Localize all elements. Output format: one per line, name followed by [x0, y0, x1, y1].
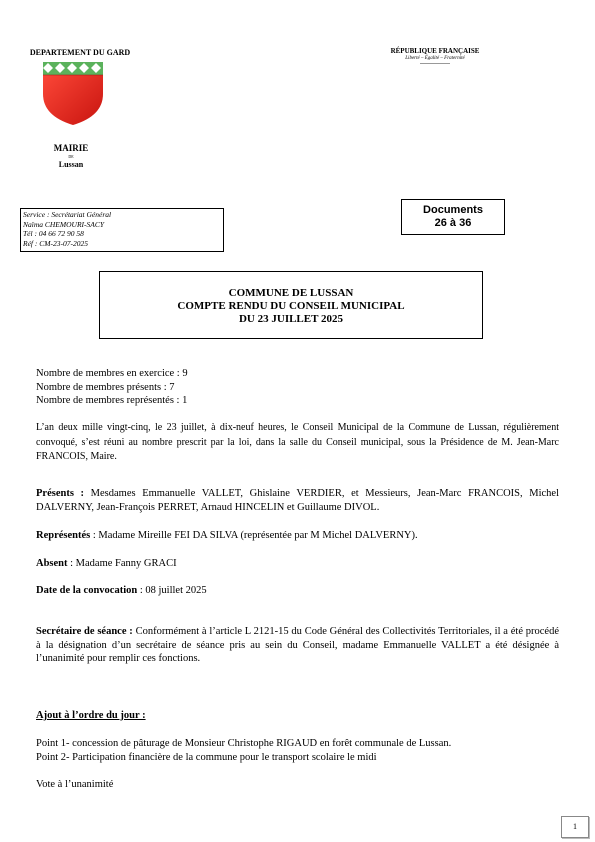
town-name: Lussan: [58, 160, 84, 169]
members-presents: Nombre de membres présents : 7: [36, 381, 175, 393]
representes-text: : Madame Mireille FEI DA SILVA (représentée par M Michel DALVERNY).: [90, 530, 418, 541]
absent-paragraph: [36, 557, 559, 571]
absent-label: Absent: [36, 558, 68, 569]
service-box: [20, 208, 224, 252]
members-exercice: Nombre de membres en exercice : 9: [36, 368, 188, 379]
title-box: [99, 271, 483, 339]
presents-text: Mesdames Emmanuelle VALLET, Ghislaine VERDIER, et Messieurs, Jean-Marc FRANCOIS, Michel DALVERNY, Jean-François PERRET, Arnaud HINCELIN et Guillaume DIVOL.: [36, 488, 559, 513]
documents-range: 26 à 36: [434, 217, 472, 229]
vote-line: Vote à l’unanimité: [36, 779, 114, 790]
representes-label: Représentés: [36, 530, 91, 541]
ajout-point-1: Point 1- concession de pâturage de Monsieur Christophe RIGAUD en forêt communale de Lussan.: [36, 738, 452, 749]
intro-paragraph: L’an deux mille vingt-cinq, le 23 juillet, à dix-neuf heures, le Conseil Municipal de la Commune de Lussan, régulièrement convoqué, s’est réuni au nombre prescrit par la loi, dans la salle du Conseil municipal, sous la Présidence de M. Jean-Marc FRANCOIS, Maire.: [36, 422, 559, 462]
republic-divider: [420, 63, 450, 64]
title-compte-rendu: COMPTE RENDU DU CONSEIL MUNICIPAL: [177, 300, 405, 312]
members-representes: Nombre de membres représentés : 1: [36, 395, 188, 406]
page-number: 1: [561, 816, 589, 838]
service-line: Service : Secrétariat Général: [23, 210, 112, 219]
mairie-label: MAIRIE: [53, 143, 89, 153]
ajout-point-2: Point 2- Participation financière de la commune pour le transport scolaire le midi: [36, 751, 377, 763]
service-ref: Réf : CM-23-07-2025: [23, 238, 88, 248]
presents-label: Présents :: [36, 488, 85, 499]
title-date: DU 23 JUILLET 2025: [238, 313, 343, 325]
documents-label: Documents: [423, 204, 483, 216]
secretaire-text: Conformément à l’article L 2121-15 du Code Général des Collectivités Territoriales, il a été procédé à la désignation d’un secrétaire de séance pris au sein du Conseil, madame Emmanuelle VALLET a été désignée à l’unanimité pour remplir ces fonctions.: [36, 626, 559, 664]
coat-of-arms-logo: [42, 60, 104, 126]
mairie-block: [40, 143, 102, 169]
republic-label: RÉPUBLIQUE FRANÇAISE: [390, 47, 480, 55]
members-counts: [36, 367, 559, 408]
republic-motto: Liberté – Égalité – Fraternité: [405, 56, 465, 61]
ajout-heading: Ajout à l’ordre du jour :: [36, 710, 146, 721]
service-name: Naïma CHEMOURI-SACY: [23, 219, 105, 229]
ajout-points: [36, 737, 559, 764]
convocation-text: : 08 juillet 2025: [137, 585, 207, 596]
convocation-label: Date de la convocation: [36, 585, 138, 596]
mairie-de: DE: [68, 154, 74, 159]
secretaire-paragraph: [36, 625, 559, 666]
presents-paragraph: [36, 487, 559, 514]
republic-block: [375, 47, 495, 64]
convocation-paragraph: [36, 584, 559, 598]
title-commune: COMMUNE DE LUSSAN: [228, 287, 354, 299]
documents-box: [401, 199, 505, 235]
service-tel: Tél : 04 66 72 90 58: [23, 229, 84, 239]
absent-text: : Madame Fanny GRACI: [67, 558, 177, 569]
representes-paragraph: [36, 529, 559, 543]
secretaire-label: Secrétaire de séance :: [36, 626, 133, 637]
department-label: DEPARTEMENT DU GARD: [29, 48, 131, 57]
